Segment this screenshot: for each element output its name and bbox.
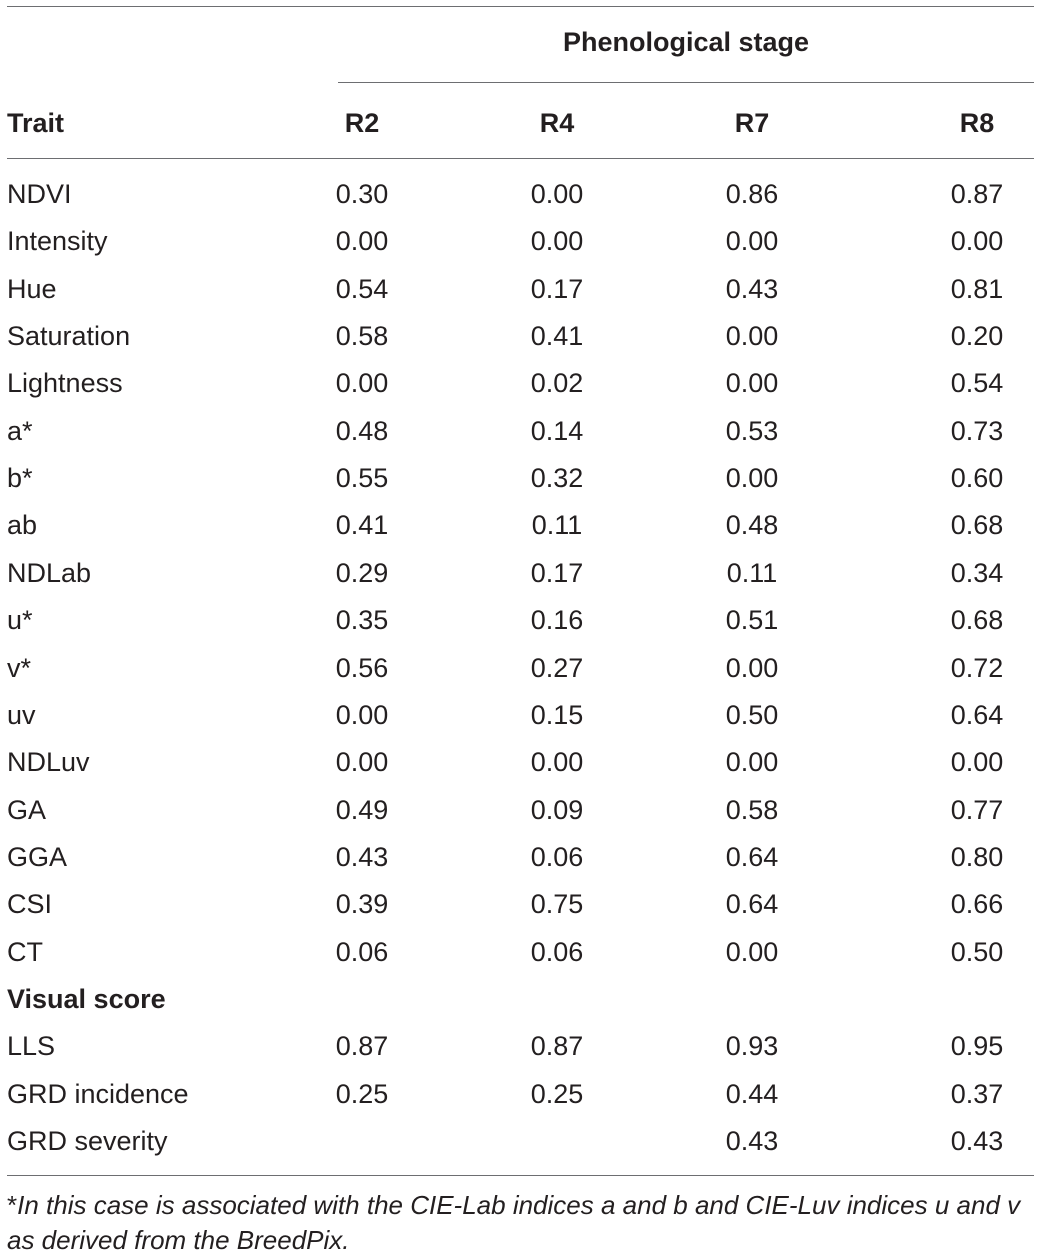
footnote-text: In this case is associated with the CIE-Lab indices a and b and CIE-Luv indices u and v as derived from the BreedPix. — [7, 1190, 1021, 1255]
table-cell: 0.80 — [950, 842, 1004, 872]
table-cell: 0.00 — [725, 368, 779, 398]
trait-name: Lightness — [7, 368, 123, 398]
table-cell: 0.00 — [335, 747, 389, 777]
table-cell: 0.81 — [950, 274, 1004, 304]
table-bottom-rule — [7, 1175, 1034, 1176]
table-cell: 0.20 — [950, 321, 1004, 351]
table-cell: 0.48 — [335, 416, 389, 446]
table-cell: 0.95 — [950, 1031, 1004, 1061]
trait-name: NDLab — [7, 558, 92, 588]
table-cell: 0.87 — [335, 1031, 389, 1061]
trait-name: v* — [7, 653, 32, 683]
table-cell: 0.29 — [335, 558, 389, 588]
table-cell: 0.48 — [725, 510, 779, 540]
trait-name: Hue — [7, 274, 57, 304]
table-cell: 0.56 — [335, 653, 389, 683]
table-top-rule — [7, 6, 1034, 7]
trait-name: NDLuv — [7, 747, 90, 777]
header-bottom-rule — [7, 158, 1034, 159]
table-cell: 0.66 — [950, 889, 1004, 919]
trait-name: b* — [7, 463, 33, 493]
table-cell: 0.53 — [725, 416, 779, 446]
table-cell: 0.09 — [530, 795, 584, 825]
table-cell: 0.00 — [530, 747, 584, 777]
table-cell: 0.86 — [725, 179, 779, 209]
table-cell: 0.00 — [950, 226, 1004, 256]
table-cell: 0.00 — [335, 226, 389, 256]
trait-name: CSI — [7, 889, 53, 919]
table-cell: 0.73 — [950, 416, 1004, 446]
table-cell: 0.00 — [335, 368, 389, 398]
table-cell: 0.11 — [531, 510, 583, 540]
table-cell: 0.15 — [530, 700, 584, 730]
table-cell: 0.50 — [725, 700, 779, 730]
trait-name: GGA — [7, 842, 68, 872]
table-cell: 0.77 — [950, 795, 1004, 825]
table-cell: 0.02 — [530, 368, 584, 398]
table-cell: 0.06 — [335, 937, 389, 967]
table-cell: 0.54 — [950, 368, 1004, 398]
column-header-r7: R7 — [734, 108, 770, 138]
table-cell: 0.54 — [335, 274, 389, 304]
table-cell: 0.00 — [725, 937, 779, 967]
trait-name: CT — [7, 937, 43, 967]
trait-name: u* — [7, 605, 33, 635]
table-cell: 0.27 — [530, 653, 584, 683]
trait-name: GRD incidence — [7, 1079, 189, 1109]
table-cell: 0.50 — [950, 937, 1004, 967]
table-cell: 0.37 — [950, 1079, 1004, 1109]
table-cell: 0.55 — [335, 463, 389, 493]
table-cell: 0.87 — [950, 179, 1004, 209]
table-cell: 0.25 — [530, 1079, 584, 1109]
table-cell: 0.93 — [725, 1031, 779, 1061]
group-header-rule — [338, 82, 1034, 83]
table-cell: 0.44 — [725, 1079, 779, 1109]
column-header-r2: R2 — [344, 108, 380, 138]
table-cell: 0.32 — [530, 463, 584, 493]
table-cell: 0.00 — [725, 463, 779, 493]
table-cell: 0.41 — [335, 510, 389, 540]
table-cell: 0.68 — [950, 510, 1004, 540]
table-cell: 0.16 — [530, 605, 584, 635]
group-header: Phenological stage — [562, 27, 810, 57]
table-cell: 0.17 — [530, 274, 584, 304]
table-cell: 0.58 — [335, 321, 389, 351]
table-cell: 0.00 — [725, 653, 779, 683]
table-cell: 0.00 — [530, 179, 584, 209]
table-cell: 0.51 — [725, 605, 779, 635]
table-cell: 0.39 — [335, 889, 389, 919]
footnote — [7, 1188, 1037, 1258]
column-header-r4: R4 — [539, 108, 575, 138]
table-cell: 0.43 — [335, 842, 389, 872]
trait-name: Intensity — [7, 226, 108, 256]
table-cell: 0.11 — [726, 558, 778, 588]
table-cell: 0.06 — [530, 842, 584, 872]
trait-name: ab — [7, 510, 38, 540]
table-cell: 0.64 — [725, 842, 779, 872]
table-cell: 0.30 — [335, 179, 389, 209]
trait-name: Saturation — [7, 321, 131, 351]
table-cell: 0.17 — [530, 558, 584, 588]
table-cell: 0.34 — [950, 558, 1004, 588]
table-cell: 0.72 — [950, 653, 1004, 683]
table-cell: 0.60 — [950, 463, 1004, 493]
table-cell: 0.00 — [530, 226, 584, 256]
trait-name: GRD severity — [7, 1126, 168, 1156]
table-cell: 0.14 — [530, 416, 584, 446]
table-cell: 0.41 — [530, 321, 584, 351]
footnote-mark: * — [7, 1190, 18, 1220]
table-cell: 0.49 — [335, 795, 389, 825]
table-cell: 0.43 — [725, 1126, 779, 1156]
table-cell: 0.68 — [950, 605, 1004, 635]
column-header-trait: Trait — [7, 108, 65, 138]
trait-name: uv — [7, 700, 36, 730]
column-header-r8: R8 — [959, 108, 995, 138]
table-cell: 0.75 — [530, 889, 584, 919]
table-cell: 0.25 — [335, 1079, 389, 1109]
table-cell: 0.00 — [725, 321, 779, 351]
table-cell: 0.00 — [335, 700, 389, 730]
table-cell: 0.35 — [335, 605, 389, 635]
table-cell: 0.64 — [950, 700, 1004, 730]
trait-name: NDVI — [7, 179, 72, 209]
table-cell: 0.00 — [725, 747, 779, 777]
section-heading: Visual score — [7, 984, 166, 1014]
trait-name: a* — [7, 416, 33, 446]
table-cell: 0.64 — [725, 889, 779, 919]
trait-name: GA — [7, 795, 47, 825]
table-cell: 0.00 — [950, 747, 1004, 777]
table-cell: 0.06 — [530, 937, 584, 967]
table-cell: 0.58 — [725, 795, 779, 825]
table-cell: 0.43 — [725, 274, 779, 304]
trait-name: LLS — [7, 1031, 56, 1061]
table-cell: 0.00 — [725, 226, 779, 256]
table-cell: 0.43 — [950, 1126, 1004, 1156]
table-cell: 0.87 — [530, 1031, 584, 1061]
